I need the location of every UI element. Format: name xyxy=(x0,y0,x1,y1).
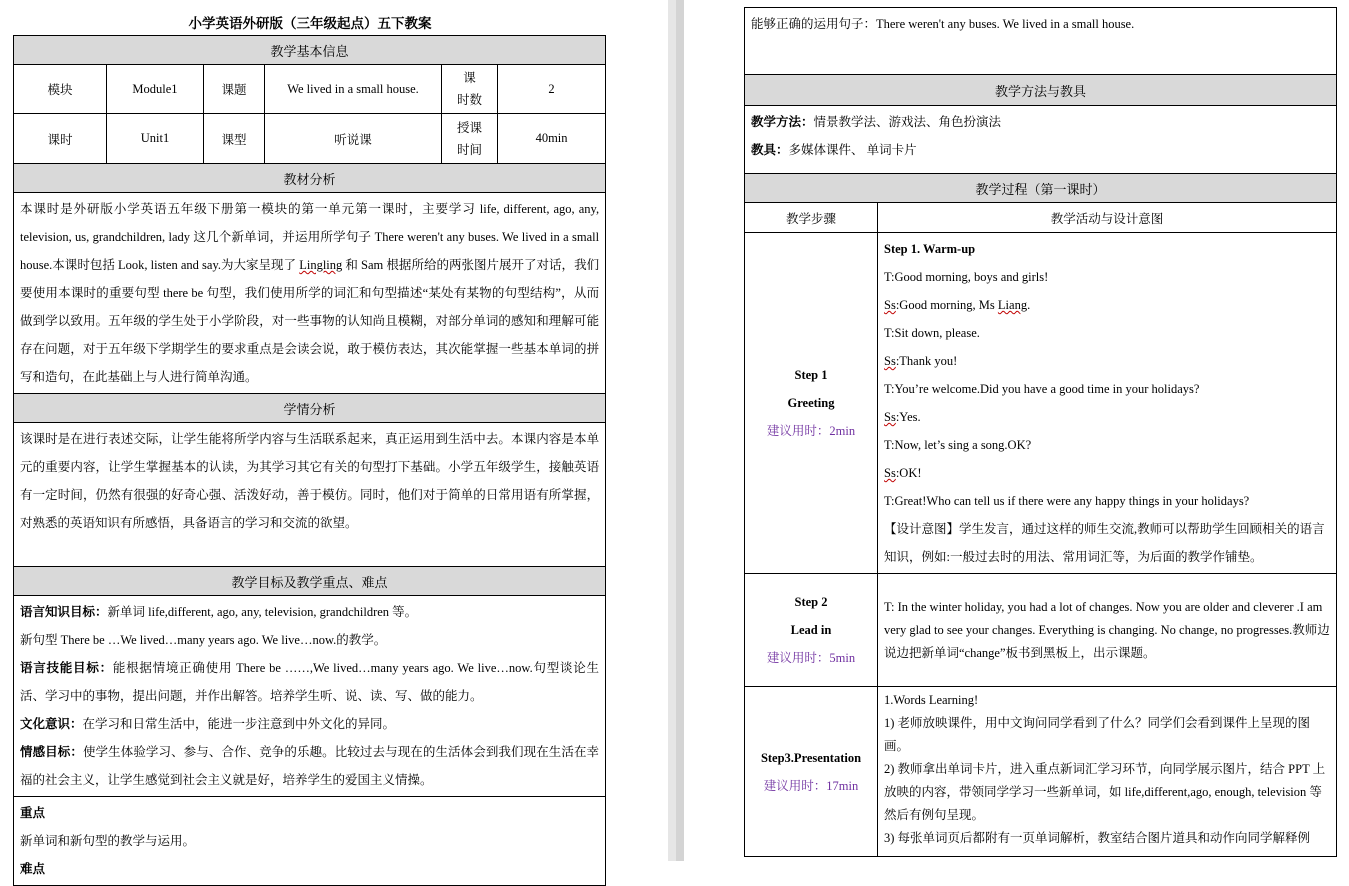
step-time: 建议用时：5min xyxy=(766,651,856,665)
period-count-value: 2 xyxy=(498,65,606,114)
basic-info-header: 教学基本信息 xyxy=(14,36,606,65)
key-difficulty-text xyxy=(14,797,606,886)
column-header-step: 教学步骤 xyxy=(745,203,878,233)
info-row xyxy=(14,65,606,114)
step-1-activity xyxy=(878,233,1337,574)
goal-label: 语言技能目标： xyxy=(20,661,113,675)
step-3-activity xyxy=(878,687,1337,857)
material-analysis-text xyxy=(14,193,606,394)
key-points-label: 重点 xyxy=(20,806,46,820)
step-1-cell xyxy=(745,233,878,574)
document-title: 小学英语外研版（三年级起点）五下教案 xyxy=(188,16,432,31)
duration-label xyxy=(442,114,498,164)
document-page-left xyxy=(0,0,668,876)
label-part: 时间 xyxy=(456,142,482,157)
goal-label: 语言知识目标： xyxy=(20,605,108,619)
goal-text: 在学习和日常生活中，能进一步注意到中外文化的异同。 xyxy=(82,717,396,731)
activity-line: 1) 老师放映课件，用中文询问同学看到了什么？同学们会看到课件上呈现的图画。 xyxy=(884,716,1311,753)
tools-label: 教具： xyxy=(751,143,789,157)
column-header-activity: 教学活动与设计意图 xyxy=(878,203,1337,233)
goal-text: 新句型 There be …We lived…many years ago. We live…now.的教学。 xyxy=(20,633,387,647)
step-row xyxy=(745,233,1337,574)
goals-header: 教学目标及教学重点、难点 xyxy=(14,567,606,596)
step-time: 建议用时：17min xyxy=(763,778,859,793)
activity-line: 2) 教师拿出单词卡片，进入重点新词汇学习环节，向同学展示图片，结合 PPT 上放映的内容，带领同学学习一些新单词，如 life,different,ago, enough, television 等然后有例句呈现。 xyxy=(884,762,1326,822)
document-page-right xyxy=(684,0,1349,861)
label-part: 时数 xyxy=(456,93,482,107)
period-value: Unit1 xyxy=(107,114,204,164)
step-2-cell xyxy=(745,574,878,687)
step-row xyxy=(745,687,1337,857)
student-analysis-text: 该课时是在进行表述交际，让学生能将所学内容与生活联系起来，真正运用到生活中去。本课内容是本单元的重要内容，让学生掌握基本的认读，为其学习其它有关的句型打下基础。小学五年级学生，接触英语有一定时间，仍然有很强的好奇心强、活泼好动，善于模仿。同时，他们对于简单的日常用语有所掌握，对熟悉的英语知识有所感悟，具备语言的学习和交流的欲望。 xyxy=(14,423,606,567)
goal-item xyxy=(20,738,599,794)
goal-text: 使学生体验学习、参与、合作、竞争的乐趣。比较过去与现在的生活体会到我们现在生活在幸福的社会主义，让学生感觉到社会主义就是好，培养学生的爱国主义情操。 xyxy=(20,745,600,787)
step-name: Lead in xyxy=(790,623,832,637)
methods-text xyxy=(745,106,1337,174)
text-run: 本课时是外研版小学英语五年级下册第一模块的第一单元第一课时，主要学习 life, different, ago, any, television, us, grandchildren, lady 这几个新单词，并运用所学句子 There weren't any buses. We lived in a small house.本课时包括 Look, listen and say.为大家呈现了 xyxy=(20,202,600,272)
goal-item xyxy=(20,598,599,626)
step-3-cell xyxy=(745,687,878,857)
lesson-plan-table xyxy=(13,35,606,886)
dialogue-line: Ss:OK! xyxy=(884,466,922,480)
activity-line: 1.Words Learning! xyxy=(884,693,979,707)
lesson-type-label: 课型 xyxy=(204,114,265,164)
step-row xyxy=(745,574,1337,687)
text-line: 能够正确的运用句子：There weren't any buses. We lived in a small house. xyxy=(751,17,1135,31)
dialogue-line: T:Sit down, please. xyxy=(884,326,980,340)
tools-value: 多媒体课件、 单词卡片 xyxy=(788,143,917,157)
step-time: 建议用时：2min xyxy=(766,424,856,438)
goal-item xyxy=(20,626,599,654)
material-analysis-header: 教材分析 xyxy=(14,164,606,193)
student-analysis-header: 学情分析 xyxy=(14,394,606,423)
text-run: Lingling xyxy=(299,258,343,272)
duration-value: 40min xyxy=(498,114,606,164)
dialogue-line: Ss:Good morning, Ms Liang. xyxy=(884,298,1031,312)
goals-text xyxy=(14,596,606,797)
goal-text: 新单词 life,different, ago, any, television, grandchildren 等。 xyxy=(107,605,418,619)
activity-text: T: In the winter holiday, you had a lot of changes. Now you are older and cleverer .I am very glad to see your changes. Everything is changing. No change, no progresses.教师边说边把新单词“change”板书到黑板上，出示课题。 xyxy=(884,599,1330,660)
activity-line: 3) 每张单词页后都附有一页单词解析，教室结合图片道具和动作向同学解释例 xyxy=(884,831,1311,845)
dialogue-line: T:Great!Who can tell us if there were any happy things in your holidays? xyxy=(884,494,1250,508)
lesson-type-value: 听说课 xyxy=(265,114,442,164)
goal-label: 情感目标： xyxy=(20,745,83,759)
goal-item xyxy=(20,654,599,710)
topic-label: 课题 xyxy=(204,65,265,114)
goal-label: 文化意识： xyxy=(20,717,83,731)
step-number: Step3.Presentation xyxy=(760,750,862,765)
module-value: Module1 xyxy=(107,65,204,114)
methods-header: 教学方法与教具 xyxy=(745,75,1337,106)
period-count-label xyxy=(442,65,498,114)
text-run: 和 Sam 根据所给的两张图片展开了对话，我们要使用本课时的重要句型 there be 句型，我们使用所学的词汇和句型描述“某处有某物的句型结构”，从而做到学以致用。五年级的学生处于小学阶段，对一些事物的认知尚且模糊，对部分单词的感知和理解可能存在问题，对于五年级下学期学生的要求重点是会读会说，敢于模仿表达，其次能掌握一些基本单词的拼写和造句，在此基础上与人进行简单沟通。 xyxy=(20,258,600,384)
topic-value: We lived in a small house. xyxy=(265,65,442,114)
info-row xyxy=(14,114,606,164)
goal-item xyxy=(20,710,599,738)
dialogue-line: T:Now, let’s sing a song.OK? xyxy=(884,438,1032,452)
step-number: Step 1 xyxy=(794,368,828,382)
continued-difficulty-text xyxy=(745,8,1337,75)
dialogue-line: Ss:Thank you! xyxy=(884,354,958,368)
design-intent: 【设计意图】学生发言，通过这样的师生交流,教师可以帮助学生回顾相关的语言知识，例如:一般过去时的用法、常用词汇等，为后面的教学作铺垫。 xyxy=(884,522,1325,564)
difficulty-label: 难点 xyxy=(20,862,46,876)
dialogue-line: T:Good morning, boys and girls! xyxy=(884,270,1049,284)
page-gutter-shadow xyxy=(676,0,684,861)
methods-value: 情景教学法、游戏法、角色扮演法 xyxy=(813,115,1002,129)
module-label: 模块 xyxy=(14,65,107,114)
lesson-plan-table-continued xyxy=(744,7,1337,857)
period-label: 课时 xyxy=(14,114,107,164)
key-points-text: 新单词和新句型的教学与运用。 xyxy=(20,834,196,848)
dialogue-line: Ss:Yes. xyxy=(884,410,921,424)
step-number: Step 2 xyxy=(794,595,828,609)
dialogue-line: T:You’re welcome.Did you have a good time in your holidays? xyxy=(884,382,1200,396)
step-name: Greeting xyxy=(787,396,835,410)
process-header: 教学过程（第一课时） xyxy=(745,174,1337,203)
step-2-activity xyxy=(878,574,1337,687)
activity-title: Step 1. Warm-up xyxy=(884,242,976,256)
goal-text: 能根据情境正确使用 There be ……,We lived…many years ago. We live…now.句型谈论生活、学习中的事物，提出问题，并作出解答。培养学生听、说、读、写、做的能力。 xyxy=(20,661,600,703)
methods-label: 教学方法： xyxy=(751,115,814,129)
label-part: 授课 xyxy=(456,120,482,135)
label-part: 课 xyxy=(463,71,476,85)
